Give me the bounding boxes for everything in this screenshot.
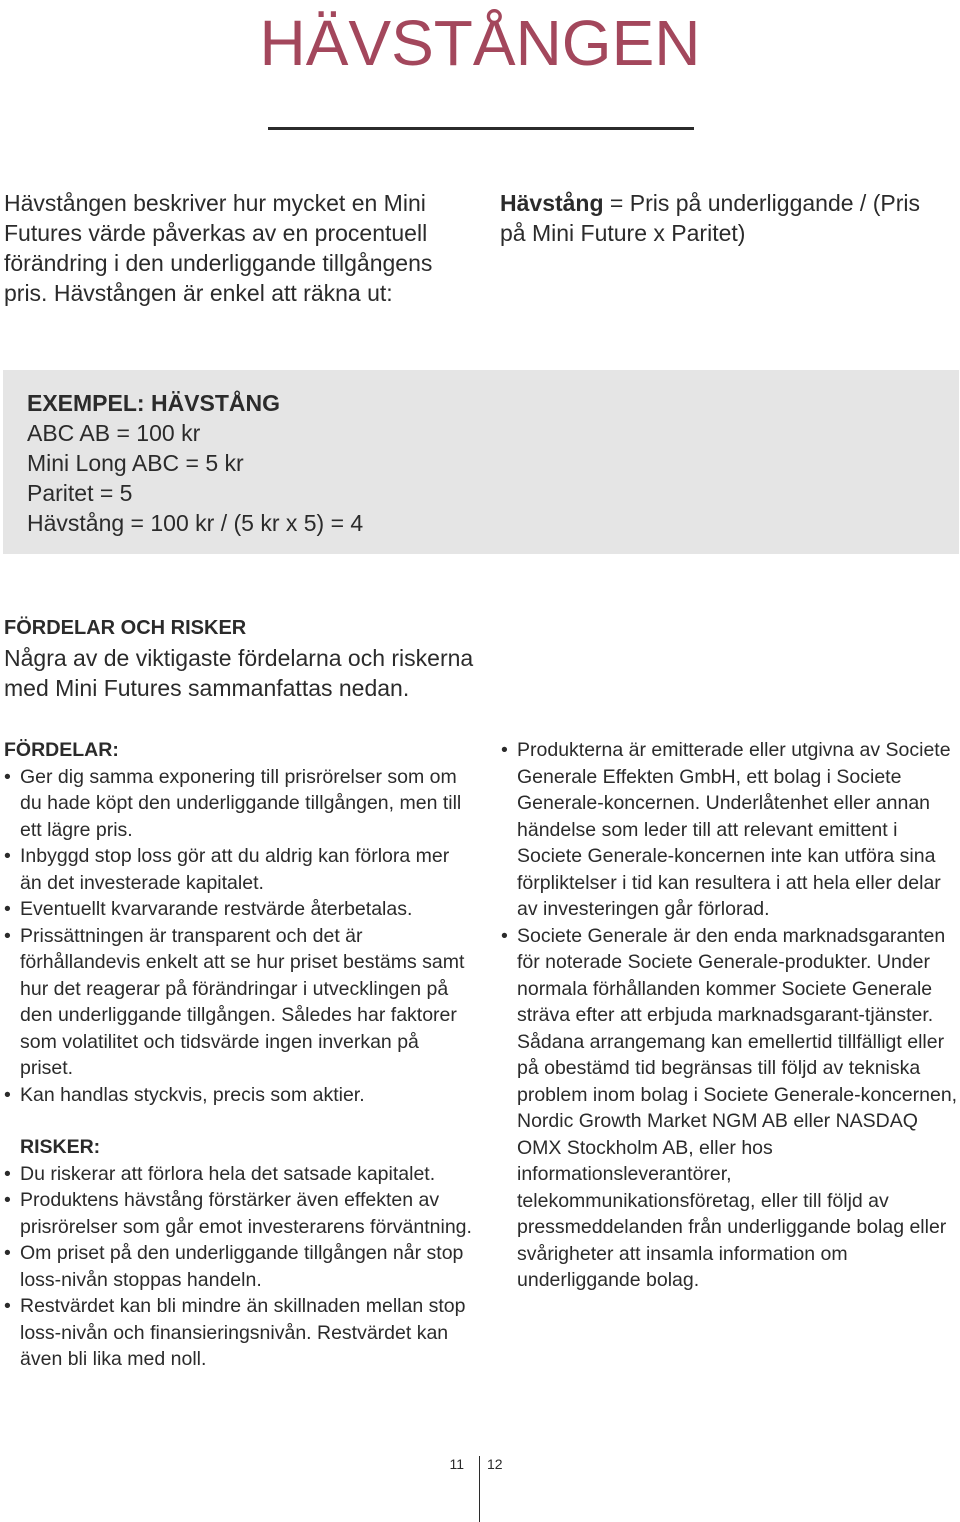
left-column bbox=[4, 737, 474, 1373]
page-title: HÄVSTÅNGEN bbox=[259, 7, 701, 79]
leverage-formula bbox=[500, 188, 940, 248]
page-number-right: 12 bbox=[487, 1456, 503, 1472]
formula-expression: = Pris på underliggande / (Pris på Mini Future x Paritet) bbox=[500, 190, 920, 246]
risks-list bbox=[4, 1161, 474, 1373]
list-item: • Produktens hävstång förstärker även effekten av prisrörelser som går emot investerarens förväntning. bbox=[4, 1187, 474, 1240]
page-divider bbox=[479, 1456, 480, 1522]
pros-cons-heading: FÖRDELAR OCH RISKER bbox=[4, 617, 247, 639]
list-item: • Prissättningen är transparent och det är förhållandevis enkelt att se hur priset bestäms samt hur det reagerar på förändringar i utvecklingen på den underliggande tillgången. Således har faktorer som volatilitet och tidsvärde ingen inverkan på priset. bbox=[4, 923, 474, 1082]
advantages-list bbox=[4, 764, 474, 1109]
list-item: • Produkterna är emitterade eller utgivna av Societe Generale Effekten GmbH, ett bolag i Societe Generale-koncernen. Underlåtenhet eller annan händelse som leder till att relevant emittent i Societe Generale-koncernen inte kan utföra sina förpliktelser i tid kan resultera i att hela eller delar av investeringen går förlorad. bbox=[501, 737, 960, 923]
example-line: ABC AB = 100 kr bbox=[27, 420, 201, 446]
issuer-risks-list bbox=[501, 737, 960, 1294]
example-box bbox=[3, 370, 959, 554]
list-item: • Ger dig samma exponering till prisrörelser som om du hade köpt den underliggande tillgången, men till ett lägre pris. bbox=[4, 764, 474, 844]
example-content bbox=[27, 388, 363, 538]
spacer bbox=[4, 1108, 474, 1134]
example-heading: EXEMPEL: HÄVSTÅNG bbox=[27, 390, 281, 416]
list-item: • Eventuellt kvarvarande restvärde återbetalas. bbox=[4, 896, 474, 923]
example-line: Mini Long ABC = 5 kr bbox=[27, 450, 244, 476]
right-column bbox=[501, 737, 960, 1294]
title-underline bbox=[268, 127, 694, 130]
example-line: Paritet = 5 bbox=[27, 480, 133, 506]
page-number-left: 11 bbox=[449, 1456, 464, 1472]
pros-cons-intro bbox=[4, 613, 524, 703]
example-line: Hävstång = 100 kr / (5 kr x 5) = 4 bbox=[27, 510, 364, 536]
intro-text: Hävstången beskriver hur mycket en Mini Futures värde påverkas av en procentuell förändring i den underliggande tillgångens pris. Hävstången är enkel att räkna ut: bbox=[4, 190, 433, 306]
list-item: • Societe Generale är den enda marknadsgaranten för noterade Societe Generale-produkter. Under normala förhållanden kommer Societe Generale sträva efter att erbjuda marknadsgarant-tjänster. Sådana arrangemang kan emellertid tillfälligt eller på obestämd tid begränsas till följd av tekniska problem inom bolag i Societe Generale-koncernen, Nordic Growth Market NGM AB eller NASDAQ OMX Stockholm AB, eller hos informationsleverantörer, telekommunikationsföretag, eller till följd av pressmeddelanden från underliggande bolag eller svårigheter att insamla information om underliggande bolag. bbox=[501, 923, 960, 1294]
list-item: • Du riskerar att förlora hela det satsade kapitalet. bbox=[4, 1161, 474, 1188]
advantages-heading: FÖRDELAR: bbox=[4, 739, 119, 761]
pros-cons-text: Några av de viktigaste fördelarna och riskerna med Mini Futures sammanfattas nedan. bbox=[4, 645, 474, 701]
list-item: • Kan handlas styckvis, precis som aktier. bbox=[4, 1082, 474, 1109]
formula-term: Hävstång bbox=[500, 190, 604, 216]
list-item: • Restvärdet kan bli mindre än skillnaden mellan stop loss-nivån och finansieringsnivån. Restvärdet kan även bli lika med noll. bbox=[4, 1293, 474, 1373]
list-item: • Om priset på den underliggande tillgången når stop loss-nivån stoppas handeln. bbox=[4, 1240, 474, 1293]
list-item: • Inbyggd stop loss gör att du aldrig kan förlora mer än det investerade kapitalet. bbox=[4, 843, 474, 896]
risks-heading: RISKER: bbox=[20, 1136, 101, 1158]
